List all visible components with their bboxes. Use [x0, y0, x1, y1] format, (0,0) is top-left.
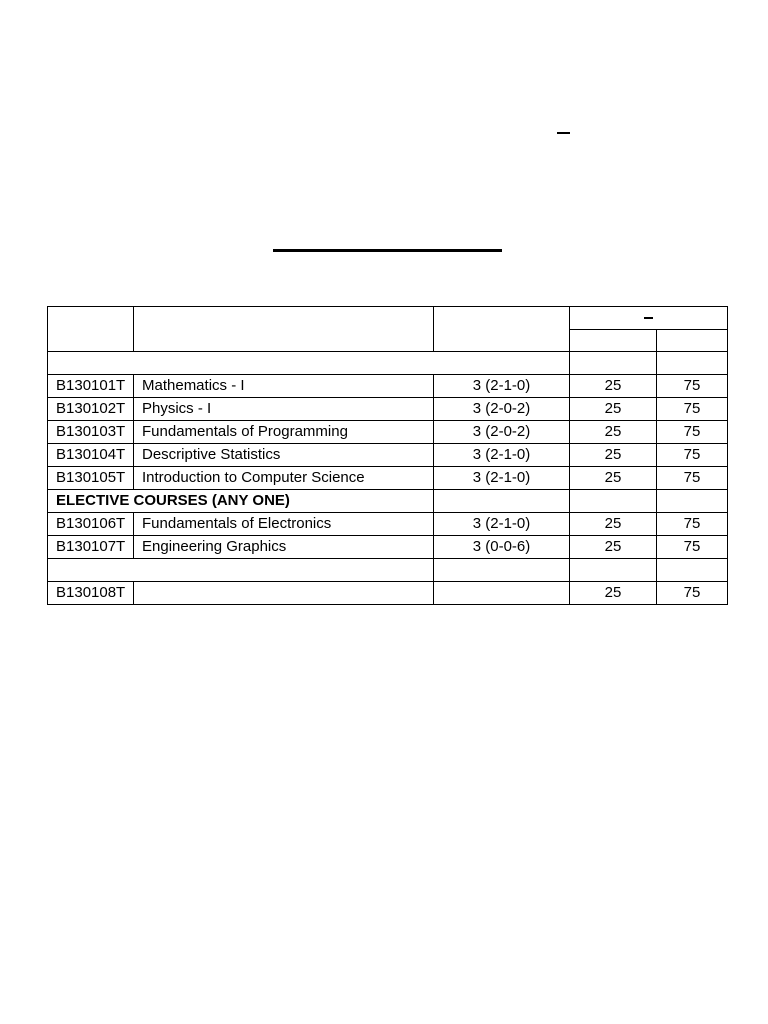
course-name: Fundamentals of Programming [134, 421, 434, 444]
header-external-cell [657, 330, 728, 352]
course-code: B130108T [48, 582, 134, 605]
title-dash [557, 132, 570, 134]
table-row [48, 421, 728, 444]
course-code: B130105T [48, 467, 134, 490]
header-row-1 [48, 307, 728, 330]
course-credits [434, 582, 570, 605]
external-marks: 75 [657, 398, 728, 421]
course-name: Physics - I [134, 398, 434, 421]
elective-internal-blank [570, 490, 657, 513]
course-code: B130104T [48, 444, 134, 467]
external-marks: 75 [657, 536, 728, 559]
gap-row-span [48, 559, 434, 582]
blank-internal [570, 352, 657, 375]
course-credits: 3 (2-1-0) [434, 375, 570, 398]
course-name: Introduction to Computer Science [134, 467, 434, 490]
internal-marks: 25 [570, 398, 657, 421]
course-name: Fundamentals of Electronics [134, 513, 434, 536]
table-row [48, 444, 728, 467]
external-marks: 75 [657, 375, 728, 398]
blank-row-span [48, 352, 570, 375]
elective-external-blank [657, 490, 728, 513]
header-marks-cell [570, 307, 728, 330]
course-credits: 3 (2-0-2) [434, 398, 570, 421]
course-credits: 3 (0-0-6) [434, 536, 570, 559]
internal-marks: 25 [570, 467, 657, 490]
course-credits: 3 (2-1-0) [434, 513, 570, 536]
external-marks: 75 [657, 421, 728, 444]
title-underline [273, 249, 502, 252]
course-credits: 3 (2-1-0) [434, 444, 570, 467]
course-credits: 3 (2-0-2) [434, 421, 570, 444]
table-row [48, 398, 728, 421]
course-name: Engineering Graphics [134, 536, 434, 559]
internal-marks: 25 [570, 536, 657, 559]
elective-credits-blank [434, 490, 570, 513]
course-credits: 3 (2-1-0) [434, 467, 570, 490]
internal-marks: 25 [570, 375, 657, 398]
external-marks: 75 [657, 467, 728, 490]
course-name: Mathematics - I [134, 375, 434, 398]
gap-internal [570, 559, 657, 582]
gap-credits [434, 559, 570, 582]
header-internal-cell [570, 330, 657, 352]
course-code: B130103T [48, 421, 134, 444]
elective-heading-row [48, 490, 728, 513]
header-credits-cell [434, 307, 570, 352]
table-row [48, 467, 728, 490]
header-code-cell [48, 307, 134, 352]
course-code: B130106T [48, 513, 134, 536]
header-name-cell [134, 307, 434, 352]
table-row [48, 582, 728, 605]
elective-heading: ELECTIVE COURSES (ANY ONE) [48, 490, 434, 513]
internal-marks: 25 [570, 444, 657, 467]
blank-row [48, 352, 728, 375]
internal-marks: 25 [570, 513, 657, 536]
table-row [48, 513, 728, 536]
course-code: B130107T [48, 536, 134, 559]
course-code: B130102T [48, 398, 134, 421]
blank-external [657, 352, 728, 375]
course-name: Descriptive Statistics [134, 444, 434, 467]
table-row [48, 536, 728, 559]
internal-marks: 25 [570, 421, 657, 444]
external-marks: 75 [657, 444, 728, 467]
course-code: B130101T [48, 375, 134, 398]
external-marks: 75 [657, 513, 728, 536]
internal-marks: 25 [570, 582, 657, 605]
course-name [134, 582, 434, 605]
external-marks: 75 [657, 582, 728, 605]
gap-external [657, 559, 728, 582]
table-row [48, 375, 728, 398]
course-schedule-table [47, 306, 728, 605]
header-dash [644, 317, 653, 319]
gap-row [48, 559, 728, 582]
